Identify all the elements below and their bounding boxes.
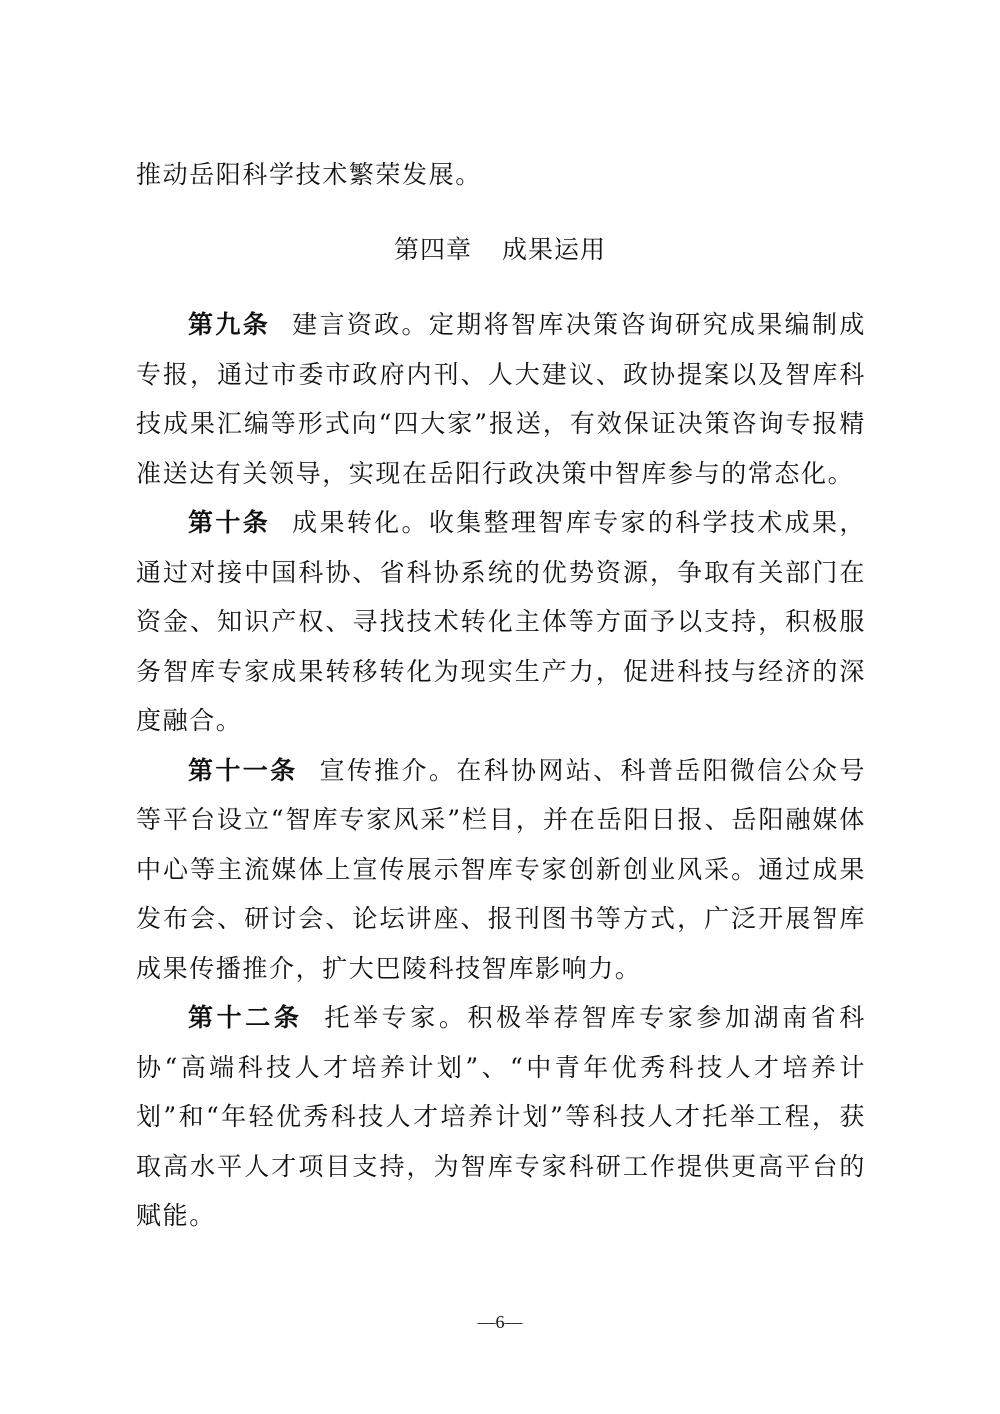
chapter-heading (0, 228, 1000, 272)
article-10 (136, 498, 866, 746)
article-9 (136, 300, 866, 498)
article-number: 第十一条 (188, 755, 298, 785)
article-list (136, 300, 866, 1241)
page-number: —6— (477, 1312, 523, 1332)
continued-paragraph: 推动岳阳科学技术繁荣发展。 (136, 160, 482, 189)
article-number: 第九条 (188, 310, 271, 339)
article-11 (136, 746, 866, 994)
article-number: 第十条 (188, 508, 271, 537)
article-text: 建言资政。定期将智库决策咨询研究成果编制成专报，通过市委市政府内刊、人大建议、政协提案以及智库科技成果汇编等形式向“四大家”报送，有效保证决策咨询专报精准送达有关领导，实现在岳阳行政决策中智库参与的常态化。 (136, 310, 866, 488)
article-12 (136, 993, 866, 1241)
article-text: 成果转化。收集整理智库专家的科学技术成果，通过对接中国科协、省科协系统的优势资源，争取有关部门在资金、知识产权、寻找技术转化主体等方面予以支持，积极服务智库专家成果转移转化为现实生产力，促进科技与经济的深度融合。 (136, 508, 866, 735)
chapter-title: 成果运用 (502, 235, 607, 264)
article-number: 第十二条 (188, 1003, 303, 1032)
article-text: 托举专家。积极举荐智库专家参加湖南省科协“高端科技人才培养计划”、“中青年优秀科技人才培养计划”和“年轻优秀科技人才培养计划”等科技人才托举工程，获取高水平人才项目支持，为智库专家科研工作提供更高平台的赋能。 (136, 1003, 866, 1230)
article-text: 宣传推介。在科协网站、科普岳阳微信公众号等平台设立“智库专家风采”栏目，并在岳阳日报、岳阳融媒体中心等主流媒体上宣传展示智库专家创新创业风采。通过成果发布会、研讨会、论坛讲座、报刊图书等方式，广泛开展智库成果传播推介，扩大巴陵科技智库影响力。 (136, 755, 866, 983)
chapter-number: 第四章 (393, 235, 472, 264)
